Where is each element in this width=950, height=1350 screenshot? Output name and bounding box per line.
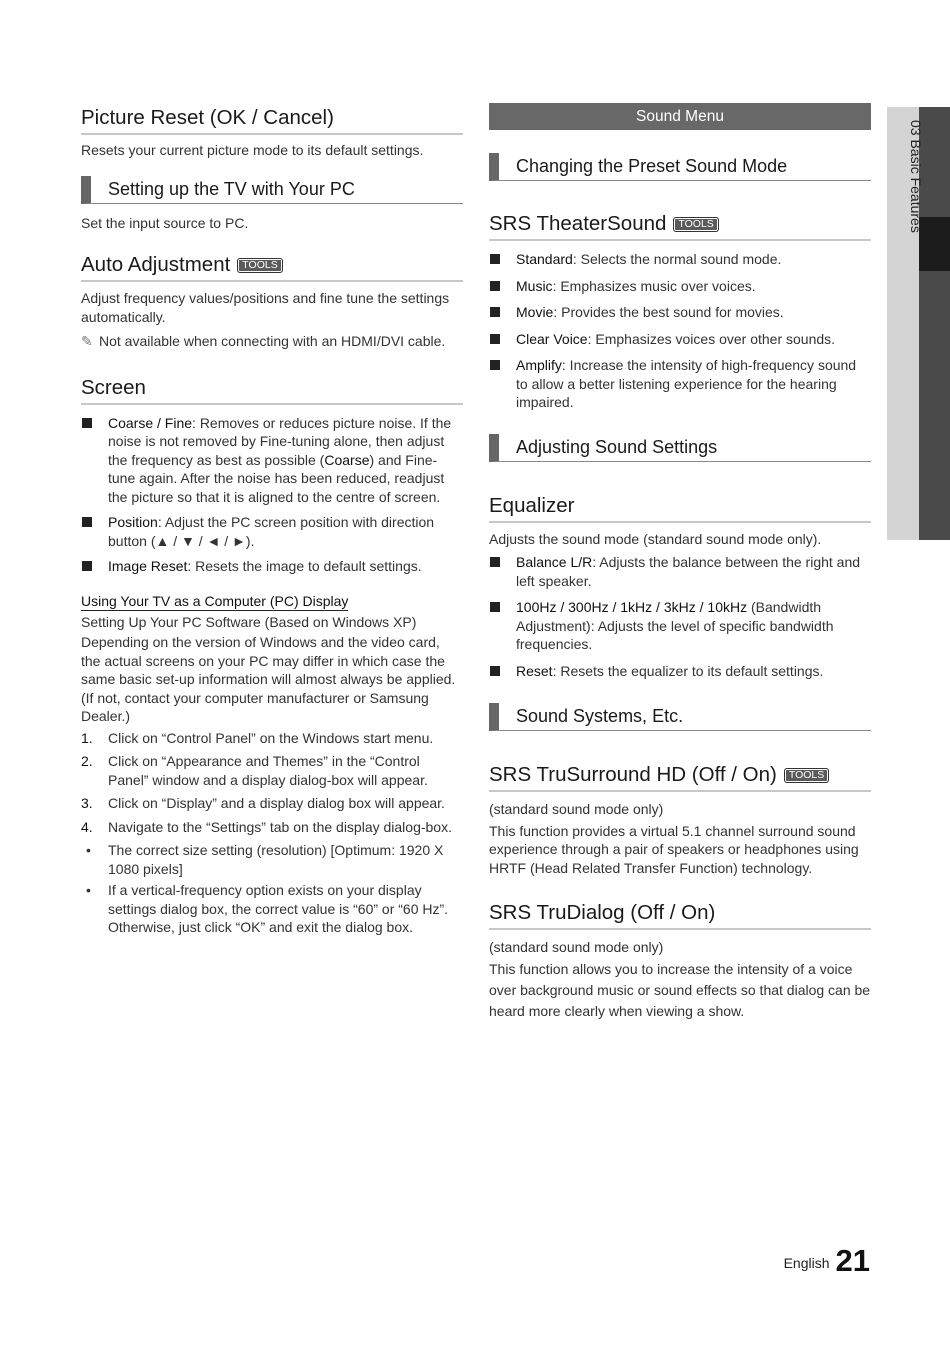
- list-item: 4. Navigate to the “Settings” tab on the display dialog-box.: [81, 818, 452, 835]
- list-item: Balance L/R: Adjusts the balance between the right and left speaker.: [489, 553, 871, 590]
- chapter-side-tab: [887, 107, 950, 540]
- chapter-label: 03 Basic Features: [908, 120, 924, 233]
- sound-systems-heading: Sound Systems, Etc.: [489, 703, 871, 731]
- bullet-square-icon: [490, 666, 500, 676]
- list-item: Reset: Resets the equalizer to its default settings.: [489, 662, 871, 681]
- list-item: Music: Emphasizes music over voices.: [489, 277, 871, 296]
- list-item: • If a vertical-frequency option exists on your display settings dialog box, the correct value is “60” or “60 Hz”. Otherwise, just click “OK” and exit the dialog box.: [86, 882, 449, 935]
- pc-display-subtitle: Using Your TV as a Computer (PC) Display: [81, 592, 349, 609]
- picture-reset-desc: Resets your current picture mode to its default settings.: [81, 142, 424, 158]
- list-item: Image Reset: Resets the image to default settings.: [81, 557, 463, 576]
- pencil-note-icon: ✎: [81, 333, 93, 349]
- list-item: • The correct size setting (resolution) [Optimum: 1920 X 1080 pixels]: [86, 842, 444, 877]
- bullet-dot-icon: •: [86, 842, 91, 858]
- screen-heading: Screen: [81, 375, 463, 405]
- auto-adjust-note: [81, 332, 463, 351]
- list-item: Coarse / Fine: Removes or reduces picture noise. If the noise is not removed by Fine-tuning alone, then adjust the frequency as best as possible (Coarse) and Fine-tune again. After the noise has been reduced, readjust the picture so that it is aligned to the centre of screen.: [81, 414, 463, 507]
- auto-adjust-title: Auto Adjustment: [81, 253, 231, 276]
- auto-adjust-heading: [81, 252, 463, 282]
- tools-icon: TOOLS: [784, 768, 829, 783]
- tools-icon: TOOLS: [673, 217, 718, 232]
- auto-adjust-desc: Adjust frequency values/positions and fine tune the settings automatically.: [81, 290, 450, 325]
- list-item: 100Hz / 300Hz / 1kHz / 3kHz / 10kHz (Bandwidth Adjustment): Adjusts the level of specific bandwidth frequencies.: [489, 598, 871, 654]
- bullet-square-icon: [490, 334, 500, 344]
- setup-pc-desc: Set the input source to PC.: [81, 214, 249, 231]
- list-item: Clear Voice: Emphasizes voices over other sounds.: [489, 330, 871, 349]
- trusurround-note: (standard sound mode only): [489, 801, 664, 817]
- screen-list: [81, 414, 463, 576]
- bullet-square-icon: [490, 307, 500, 317]
- trusurround-desc: This function provides a virtual 5.1 channel surround sound experience through a pair of speakers or headphones using HRTF (Head Related Transfer Function) technology.: [489, 822, 859, 876]
- bullet-square-icon: [82, 561, 92, 571]
- right-column: [489, 100, 871, 1022]
- setup-pc-heading: Setting up the TV with Your PC: [81, 176, 463, 204]
- list-item: 2. Click on “Appearance and Themes” in the “Control Panel” window and a display dialog-box will appear.: [81, 753, 428, 788]
- adjust-sound-heading: Adjusting Sound Settings: [489, 434, 871, 462]
- pc-display-section: [81, 592, 463, 937]
- left-column: [81, 100, 463, 937]
- bullet-square-icon: [490, 360, 500, 370]
- list-item: Standard: Selects the normal sound mode.: [489, 250, 871, 269]
- list-item: Amplify: Increase the intensity of high-frequency sound to allow a better listening experience for the hearing impaired.: [489, 356, 871, 412]
- tools-icon: TOOLS: [237, 258, 282, 273]
- trudialog-note: (standard sound mode only): [489, 939, 664, 955]
- pc-display-line1: Setting Up Your PC Software (Based on Windows XP): [81, 613, 417, 630]
- picture-reset-heading: Picture Reset (OK / Cancel): [81, 105, 463, 135]
- trudialog-heading: SRS TruDialog (Off / On): [489, 900, 871, 930]
- bullet-square-icon: [490, 602, 500, 612]
- bullet-square-icon: [490, 281, 500, 291]
- trusurround-heading: [489, 762, 871, 792]
- srs-theater-heading: [489, 211, 871, 241]
- page-footer: [784, 1243, 870, 1279]
- bullet-square-icon: [82, 517, 92, 527]
- list-item: 3. Click on “Display” and a display dialog box will appear.: [81, 795, 445, 811]
- list-item: Movie: Provides the best sound for movies.: [489, 303, 871, 322]
- bullet-square-icon: [82, 418, 92, 428]
- list-item: 1. Click on “Control Panel” on the Windows start menu.: [81, 729, 434, 746]
- preset-heading: Changing the Preset Sound Mode: [489, 153, 871, 181]
- equalizer-list: [489, 553, 871, 680]
- bullet-dot-icon: •: [86, 882, 91, 898]
- footer-language: English: [783, 1255, 830, 1271]
- pc-display-para: Depending on the version of Windows and the video card, the actual screens on your PC may differ in which case the same basic set-up information will almost always be applied. (If not, contact your computer manufacturer or Samsung Dealer.): [81, 634, 456, 724]
- sound-menu-bar: Sound Menu: [489, 103, 871, 130]
- trusurround-title: SRS TruSurround HD (Off / On): [489, 763, 777, 786]
- equalizer-heading: Equalizer: [489, 493, 871, 523]
- trudialog-desc: This function allows you to increase the intensity of a voice over background music or sound effects so that dialog can be heard more clearly when viewing a show.: [489, 960, 871, 1019]
- srs-theater-title: SRS TheaterSound: [489, 212, 667, 235]
- equalizer-desc: Adjusts the sound mode (standard sound mode only).: [489, 530, 822, 547]
- page-number: 21: [835, 1243, 870, 1278]
- bullet-square-icon: [490, 557, 500, 567]
- list-item: Position: Adjust the PC screen position with direction button (▲ / ▼ / ◄ / ►).: [81, 513, 463, 550]
- bullet-square-icon: [490, 254, 500, 264]
- srs-theater-list: [489, 250, 871, 412]
- auto-adjust-note-text: Not available when connecting with an HDMI/DVI cable.: [99, 333, 446, 349]
